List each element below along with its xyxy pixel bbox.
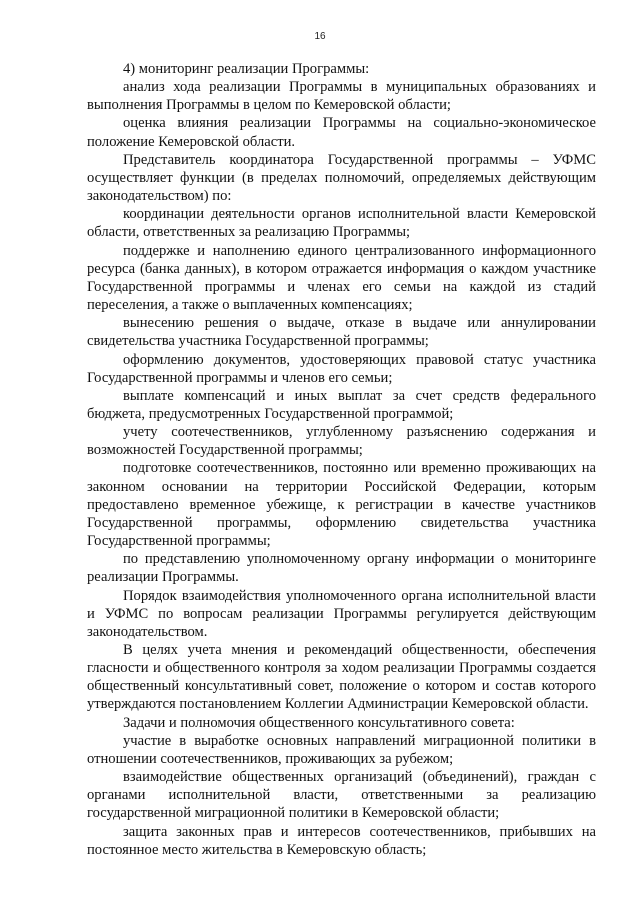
paragraph: участие в выработке основных направлений миграционной политики в отношении соотечественников, проживающих за рубежом; (87, 732, 596, 767)
paragraph: оформлению документов, удостоверяющих правовой статус участника Государственной программы и членов его семьи; (87, 351, 596, 386)
paragraph: анализ хода реализации Программы в муниципальных образованиях и выполнения Программы в целом по Кемеровской области; (87, 79, 596, 114)
paragraph: Задачи и полномочия общественного консультативного совета: (123, 714, 515, 731)
paragraph: вынесению решения о выдаче, отказе в выдаче или аннулировании свидетельства участника Государственной программы; (87, 315, 596, 350)
paragraph: поддержке и наполнению единого централизованного информационного ресурса (банка данных), в котором отражается информация о каждом участнике Государственной программы и членах его семьи на каждой из стадий переселения, а также о выплаченных компенсациях; (87, 242, 596, 314)
paragraph: координации деятельности органов исполнительной власти Кемеровской области, ответственных за реализацию Программы; (87, 206, 596, 241)
paragraph: В целях учета мнения и рекомендаций общественности, обеспечения гласности и общественного контроля за ходом реализации Программы создается общественный консультативный совет, положение о котором и состав которого утверждаются постановлением Коллегии Администрации Кемеровской области. (87, 642, 596, 713)
paragraph: оценка влияния реализации Программы на социально-экономическое положение Кемеровской области. (87, 115, 596, 150)
page-number: 16 (314, 31, 326, 42)
paragraph: выплате компенсаций и иных выплат за счет средств федерального бюджета, предусмотренных Государственной программой; (87, 387, 596, 422)
paragraph: Представитель координатора Государственной программы – УФМС осуществляет функции (в пределах полномочий, определяемых действующим законодательством) по: (87, 151, 596, 205)
paragraph: учету соотечественников, углубленному разъяснению содержания и возможностей Государственной программы; (87, 424, 596, 459)
paragraph: защита законных прав и интересов соотечественников, прибывших на постоянное место жительства в Кемеровскую область; (87, 823, 596, 858)
document-body (87, 60, 596, 859)
paragraph: по представлению уполномоченному органу информации о мониторинге реализации Программы. (87, 551, 596, 586)
paragraph: подготовке соотечественников, постоянно или временно проживающих на законном основании на территории Российской Федерации, которым предоставлено временное убежище, к регистрации в качестве участников Государственной программы, оформлению свидетельства участника Государственной программы; (87, 460, 596, 550)
paragraph: Порядок взаимодействия уполномоченного органа исполнительной власти и УФМС по вопросам реализации Программы регулируется действующим законодательством. (87, 587, 596, 640)
paragraph: 4) мониторинг реализации Программы: (123, 61, 370, 77)
paragraph: взаимодействие общественных организаций (объединений), граждан с органами исполнительной власти, ответственными за реализацию государственной миграционной политики в Кемеровской области; (87, 769, 596, 822)
